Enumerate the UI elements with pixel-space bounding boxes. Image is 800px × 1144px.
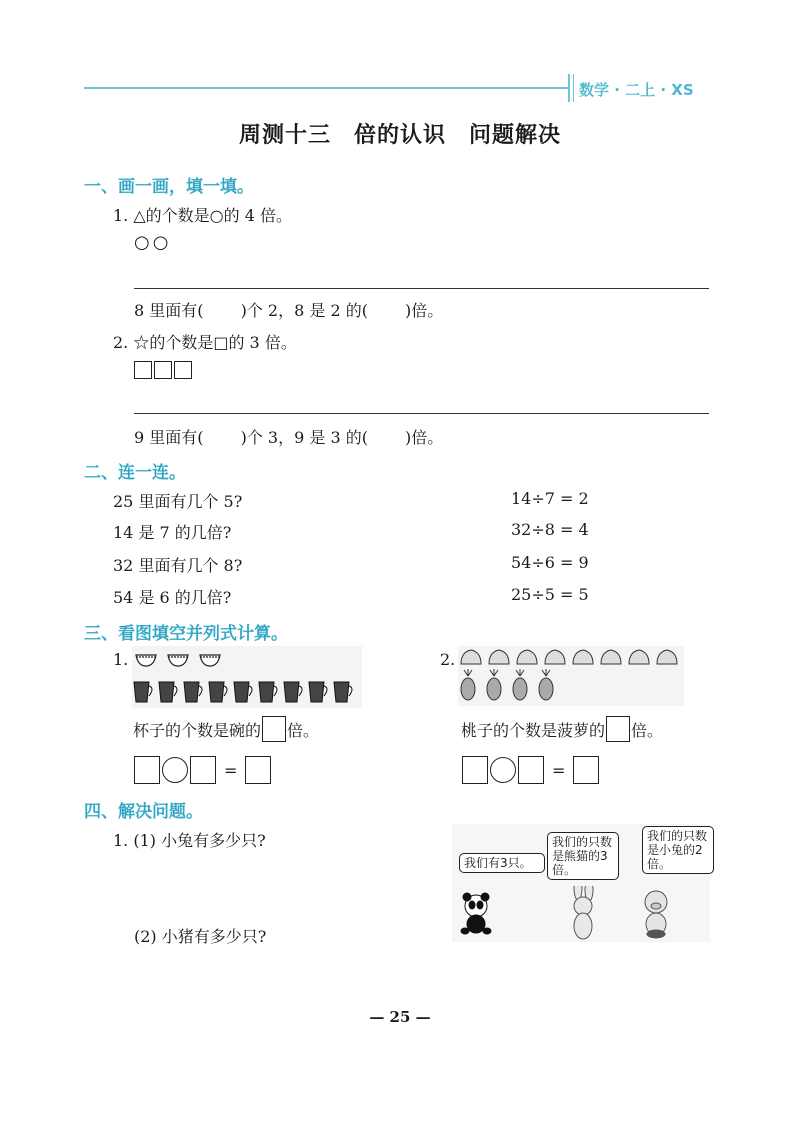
p1-eq-box-1[interactable] bbox=[134, 756, 160, 784]
p1-sentence-a: 杯子的个数是碗的 bbox=[133, 720, 262, 740]
p1-eq-operator[interactable] bbox=[162, 757, 188, 783]
p2-equation bbox=[462, 756, 599, 784]
section1-heading: 一、画一画，填一填。 bbox=[84, 177, 254, 197]
p1-sentence-b: 倍。 bbox=[287, 720, 320, 740]
p2-sentence-b: 倍。 bbox=[631, 720, 664, 740]
panda-icon bbox=[461, 893, 491, 934]
match-right-2[interactable]: 32÷8 = 4 bbox=[511, 520, 589, 539]
page-number: — 25 — bbox=[369, 1008, 431, 1026]
p1-sentence bbox=[133, 716, 319, 742]
peaches-and-pineapples-picture bbox=[458, 646, 684, 706]
p1-answer-box[interactable] bbox=[262, 716, 286, 742]
header-divider-thin bbox=[573, 74, 574, 102]
rabbit-speech-bubble: 我们的只数是熊猫的3倍。 bbox=[547, 832, 619, 880]
p1-number: 1. bbox=[113, 650, 129, 669]
section2-heading: 二、连一连。 bbox=[84, 463, 186, 483]
p2-eq-sign: = bbox=[552, 760, 566, 780]
match-left-1[interactable]: 25 里面有几个 5? bbox=[113, 492, 243, 511]
match-right-3[interactable]: 54÷6 = 9 bbox=[511, 553, 589, 572]
match-left-4[interactable]: 54 是 6 的几倍? bbox=[113, 588, 232, 607]
p2-eq-box-2[interactable] bbox=[518, 756, 544, 784]
rabbit-icon bbox=[574, 886, 593, 939]
q2-drawing-line[interactable] bbox=[134, 413, 709, 414]
q2-text: 2. ☆的个数是□的 3 倍。 bbox=[113, 333, 297, 352]
section3-heading: 三、看图填空并列式计算。 bbox=[84, 624, 288, 644]
p2-eq-box-1[interactable] bbox=[462, 756, 488, 784]
header-divider bbox=[568, 74, 570, 102]
panda-speech-bubble: 我们有3只。 bbox=[459, 853, 545, 873]
q1-fill-sentence: 8 里面有( )个 2，8 是 2 的( )倍。 bbox=[134, 301, 444, 320]
header-tag: 数学 · 二上 · XS bbox=[579, 81, 694, 99]
s4-q1: 1. (1) 小兔有多少只? bbox=[113, 831, 266, 850]
pig-speech-bubble: 我们的只数是小兔的2倍。 bbox=[642, 826, 714, 874]
match-left-3[interactable]: 32 里面有几个 8? bbox=[113, 556, 243, 575]
pig-icon bbox=[645, 891, 667, 938]
match-left-2[interactable]: 14 是 7 的几倍? bbox=[113, 523, 232, 542]
q2-squares bbox=[134, 361, 192, 379]
p1-equation bbox=[134, 756, 271, 784]
p1-eq-sign: = bbox=[224, 760, 238, 780]
q1-text: 1. △的个数是○的 4 倍。 bbox=[113, 206, 292, 225]
p2-eq-operator[interactable] bbox=[490, 757, 516, 783]
p1-eq-box-2[interactable] bbox=[190, 756, 216, 784]
p2-answer-box[interactable] bbox=[606, 716, 630, 742]
s4-q2: (2) 小猪有多少只? bbox=[134, 927, 267, 946]
p2-sentence-a: 桃子的个数是菠萝的 bbox=[461, 720, 606, 740]
p1-eq-result[interactable] bbox=[245, 756, 271, 784]
header-rule bbox=[84, 87, 568, 89]
cup-icon bbox=[134, 682, 352, 702]
q2-fill-sentence: 9 里面有( )个 3，9 是 3 的( )倍。 bbox=[134, 428, 444, 447]
bowls-and-cups-picture bbox=[132, 646, 362, 708]
p2-eq-result[interactable] bbox=[573, 756, 599, 784]
page-title: 周测十三 倍的认识 问题解决 bbox=[238, 122, 561, 148]
q1-drawing-line[interactable] bbox=[134, 288, 709, 289]
match-right-4[interactable]: 25÷5 = 5 bbox=[511, 585, 589, 604]
bowl-icon bbox=[136, 655, 220, 666]
section4-heading: 四、解决问题。 bbox=[84, 802, 203, 822]
q1-circles: ○○ bbox=[134, 232, 172, 253]
animal-figures bbox=[452, 886, 710, 944]
p2-sentence bbox=[461, 716, 663, 742]
p2-number: 2. bbox=[440, 650, 456, 669]
match-right-1[interactable]: 14÷7 = 2 bbox=[511, 489, 589, 508]
